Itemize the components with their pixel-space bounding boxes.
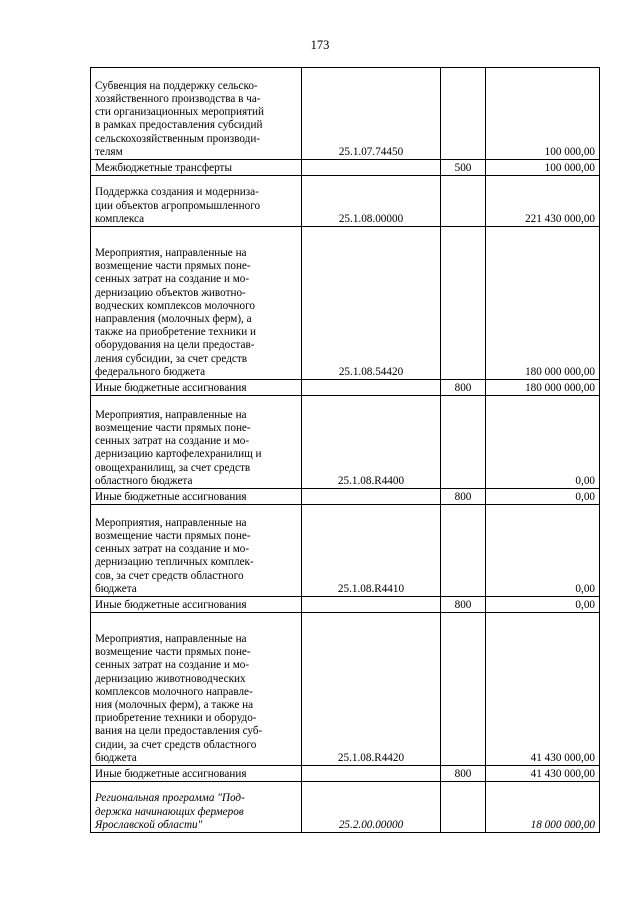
table-row bbox=[91, 597, 600, 613]
row-name-cell: Иные бюджетные ассигнования bbox=[91, 489, 302, 505]
row-code-cell: 25.1.08.00000 bbox=[302, 176, 441, 227]
row-kind-cell bbox=[441, 227, 486, 380]
row-kind-cell bbox=[441, 505, 486, 597]
row-name-cell: Субвенция на поддержку сельско- хозяйственного производства в ча- сти организационных мероприятий в рамках предоставления субсидий сельскохозяйственным производи- телям bbox=[91, 68, 302, 160]
row-amount-cell: 41 430 000,00 bbox=[486, 613, 600, 766]
row-kind-cell bbox=[441, 68, 486, 160]
row-name-cell: Иные бюджетные ассигнования bbox=[91, 766, 302, 782]
table-row bbox=[91, 68, 600, 160]
table-row bbox=[91, 380, 600, 396]
table-row bbox=[91, 766, 600, 782]
table-row bbox=[91, 782, 600, 833]
row-code-cell: 25.1.08.R4420 bbox=[302, 613, 441, 766]
row-amount-cell: 0,00 bbox=[486, 597, 600, 613]
row-name-cell: Мероприятия, направленные на возмещение части прямых поне- сенных затрат на создание и мо- дернизацию объектов животно- водческих комплексов молочного направления (молочных ферм), а также на приобретение техники и оборудования на цели предостав- ления субсидии, за счет средств федерального бюджета bbox=[91, 227, 302, 380]
table-row bbox=[91, 505, 600, 597]
row-kind-cell: 800 bbox=[441, 766, 486, 782]
row-code-cell: 25.2.00.00000 bbox=[302, 782, 441, 833]
budget-table-body bbox=[91, 68, 600, 833]
budget-table bbox=[90, 67, 600, 833]
row-code-cell: 25.1.08.R4410 bbox=[302, 505, 441, 597]
row-code-cell bbox=[302, 380, 441, 396]
row-amount-cell: 18 000 000,00 bbox=[486, 782, 600, 833]
table-row bbox=[91, 176, 600, 227]
row-name-cell: Межбюджетные трансферты bbox=[91, 160, 302, 176]
row-name-cell: Иные бюджетные ассигнования bbox=[91, 380, 302, 396]
row-name-cell: Мероприятия, направленные на возмещение части прямых поне- сенных затрат на создание и мо- дернизацию животноводческих комплексов молочного направле- ния (молочных ферм), а также на приобретение техники и оборудо- вания на цели предоставления суб- сидии, за счет средств областного бюджета bbox=[91, 613, 302, 766]
row-code-cell: 25.1.07.74450 bbox=[302, 68, 441, 160]
row-name-cell: Региональная программа "Под- держка начинающих фермеров Ярославской области" bbox=[91, 782, 302, 833]
row-kind-cell: 500 bbox=[441, 160, 486, 176]
row-amount-cell: 0,00 bbox=[486, 396, 600, 489]
row-code-cell: 25.1.08.R4400 bbox=[302, 396, 441, 489]
row-amount-cell: 0,00 bbox=[486, 505, 600, 597]
row-code-cell bbox=[302, 489, 441, 505]
row-kind-cell: 800 bbox=[441, 380, 486, 396]
row-amount-cell: 180 000 000,00 bbox=[486, 227, 600, 380]
row-kind-cell bbox=[441, 782, 486, 833]
row-name-cell: Мероприятия, направленные на возмещение части прямых поне- сенных затрат на создание и мо- дернизацию картофелехранилищ и овощехранилищ, за счет средств областного бюджета bbox=[91, 396, 302, 489]
page-number: 173 bbox=[310, 38, 330, 52]
row-amount-cell: 180 000 000,00 bbox=[486, 380, 600, 396]
table-row bbox=[91, 160, 600, 176]
table-row bbox=[91, 396, 600, 489]
row-kind-cell bbox=[441, 613, 486, 766]
row-amount-cell: 221 430 000,00 bbox=[486, 176, 600, 227]
table-row bbox=[91, 613, 600, 766]
row-kind-cell: 800 bbox=[441, 597, 486, 613]
row-kind-cell bbox=[441, 176, 486, 227]
row-code-cell bbox=[302, 597, 441, 613]
row-amount-cell: 100 000,00 bbox=[486, 160, 600, 176]
row-name-cell: Мероприятия, направленные на возмещение части прямых поне- сенных затрат на создание и мо- дернизацию тепличных комплек- сов, за счет средств областного бюджета bbox=[91, 505, 302, 597]
table-row bbox=[91, 227, 600, 380]
row-code-cell: 25.1.08.54420 bbox=[302, 227, 441, 380]
row-code-cell bbox=[302, 160, 441, 176]
row-amount-cell: 100 000,00 bbox=[486, 68, 600, 160]
row-name-cell: Иные бюджетные ассигнования bbox=[91, 597, 302, 613]
row-kind-cell: 800 bbox=[441, 489, 486, 505]
row-code-cell bbox=[302, 766, 441, 782]
row-kind-cell bbox=[441, 396, 486, 489]
row-name-cell: Поддержка создания и модерниза- ции объектов агропромышленного комплекса bbox=[91, 176, 302, 227]
table-row bbox=[91, 489, 600, 505]
row-amount-cell: 41 430 000,00 bbox=[486, 766, 600, 782]
row-amount-cell: 0,00 bbox=[486, 489, 600, 505]
